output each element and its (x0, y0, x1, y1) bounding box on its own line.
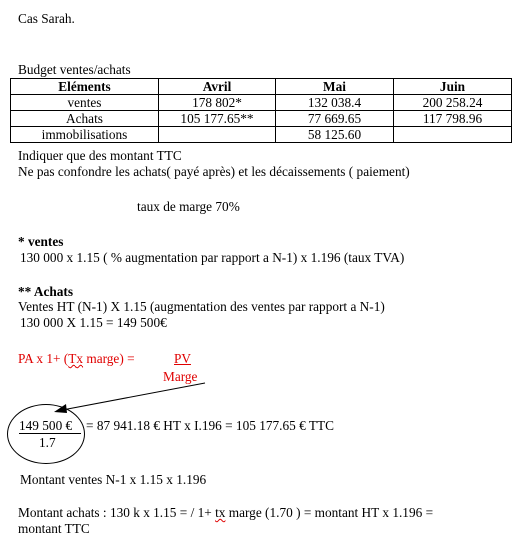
achats-amount-line (18, 505, 433, 521)
achats-amount-a: Montant achats : 130 k x 1.15 = / 1+ (18, 505, 216, 520)
table-cell: immobilisations (11, 127, 159, 143)
table-cell: Achats (11, 111, 159, 127)
fraction-denominator: 1.7 (39, 435, 56, 450)
formula-denominator: Marge (163, 369, 198, 384)
achats-line2: 130 000 X 1.15 = 149 500€ (20, 315, 167, 330)
fraction-oval (7, 404, 85, 464)
note-ttc: Indiquer que des montant TTC (18, 148, 182, 163)
note-confusion: Ne pas confondre les achats( payé après) et les décaissements ( paiement) (18, 164, 410, 179)
table-cell: ventes (11, 95, 159, 111)
fraction-numerator: 149 500 € (19, 418, 73, 433)
fraction-bar (19, 433, 81, 434)
table-cell: 132 038.4 (276, 95, 394, 111)
formula-prefix: PA x 1+ ( (18, 351, 69, 366)
table-cell: 105 177.65** (159, 111, 276, 127)
formula-suffix: marge) = (83, 351, 135, 366)
achats-amount-b: marge (1.70 ) = montant HT x 1.196 = (225, 505, 434, 520)
table-cell: 117 798.96 (394, 111, 512, 127)
formula-tx: Tx (68, 351, 84, 366)
ventes-formula: 130 000 x 1.15 ( % augmentation par rapport a N-1) x 1.196 (taux TVA) (20, 250, 405, 265)
ventes-n1-line: Montant ventes N-1 x 1.15 x 1.196 (20, 472, 207, 487)
header-cell: Avril (159, 79, 276, 95)
table-cell: 58 125.60 (276, 127, 394, 143)
achats-amount-line3: montant TTC (18, 521, 90, 536)
achats-amount-tx: tx (215, 505, 226, 520)
margin-rate: taux de marge 70% (137, 199, 240, 214)
header-cell: Mai (276, 79, 394, 95)
table-cell: 77 669.65 (276, 111, 394, 127)
header-cell: Juin (394, 79, 512, 95)
achats-heading: ** Achats (18, 284, 74, 299)
budget-caption: Budget ventes/achats (18, 62, 131, 77)
header-cell: Eléments (11, 79, 159, 95)
fraction-result: = 87 941.18 € HT x I.196 = 105 177.65 € TTC (86, 418, 334, 433)
achats-line1: Ventes HT (N-1) X 1.15 (augmentation des ventes par rapport a N-1) (18, 299, 385, 314)
table-cell: 178 802* (159, 95, 276, 111)
table-cell: 200 258.24 (394, 95, 512, 111)
formula-numerator: PV (174, 351, 191, 366)
ventes-heading: * ventes (18, 234, 64, 249)
page-title: Cas Sarah. (18, 11, 75, 26)
